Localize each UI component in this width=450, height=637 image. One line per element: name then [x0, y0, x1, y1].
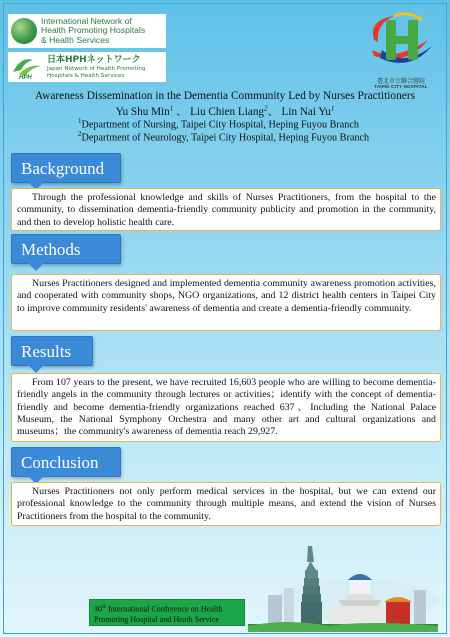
ihph-line-2: Health Promoting Hospitals [41, 25, 146, 36]
conference-box [89, 599, 245, 626]
author-separator: 、 [176, 106, 188, 118]
methods-box [11, 274, 441, 331]
hospital-h-icon [364, 10, 438, 76]
affiliation-1 [78, 117, 359, 130]
affiliation-2 [78, 130, 369, 143]
ihph-line-1: International Network of [41, 15, 132, 26]
jhph-mark-icon [11, 54, 45, 80]
conclusion-box [11, 482, 441, 526]
background-heading: Background [11, 153, 121, 183]
background-box [11, 188, 441, 231]
ihph-line-3: & Health Services [41, 34, 110, 45]
author-2-sup: 2 [264, 104, 268, 113]
author-3: Lin Nai Yu [281, 106, 331, 118]
author-1: Yu Shu Min [115, 106, 170, 118]
results-heading: Results [11, 336, 93, 366]
globe-icon [11, 18, 37, 44]
methods-text: Nurses Practitioners designed and implemented dementia community awareness promotion activities, and cooperated with community shops, NGO organizations, and 12 district health centers in Taipei City to improve community residents' awareness of dementia and create a dementia-friendly community. [17, 278, 436, 314]
methods-heading: Methods [11, 234, 121, 264]
jhph-line-1: 日本HPHネットワーク [47, 54, 141, 65]
affiliation-2-text: Department of Neurology, Taipei City Hospital, Heping Fuyou Branch [81, 132, 370, 144]
affiliation-1-text: Department of Nursing, Taipei City Hospital, Heping Fuyou Branch [81, 119, 360, 131]
affiliation-2-sup: 2 [78, 130, 82, 138]
jhph-text [47, 55, 145, 79]
results-text: From 107 years to the present, we have recruited 16,603 people who are willing to become dementia-friendly angels in the community through lectures or activities；identify with the concept of dementia-friendly and become dementia-friendly organizations reached 637、Including the National Palace Museum, the National Symphony Orchestra and many other art and cultural organizations and museums；the community's awareness of dementia reach 29,927. [17, 377, 436, 438]
author-3-sup: 1 [330, 104, 335, 113]
conference-ordinal: th [102, 605, 106, 610]
jhph-line-2: Japan Network of Health Promoting [47, 65, 146, 72]
hospital-name-cn: 臺北市立聯合醫院 [376, 78, 425, 85]
jhph-line-3: Hospitals & Health Services [47, 72, 125, 79]
conclusion-text: Nurses Practitioners not only perform medical services in the hospital, but we can extend our professional knowledge to the community through multiple means, and extend the vision of Nurses Practitioners from the hospital to the community. [17, 486, 436, 522]
conference-text: International Conference on Health Promoting Hospital and Heath Service [94, 604, 223, 624]
taipei-skyline-illustration [248, 540, 438, 632]
background-text: Through the professional knowledge and skills of Nurses Practitioners, from the hospital to the community, to dissemination dementia-friendly community publicity and promotion in the community, and then to develop holistic health care. [17, 192, 436, 228]
taipei-city-hospital-logo [364, 10, 438, 94]
conclusion-heading: Conclusion [11, 447, 121, 477]
results-box [11, 373, 441, 442]
affiliation-1-sup: 1 [78, 117, 82, 125]
ihph-logo [8, 14, 166, 48]
jhph-logo [8, 52, 166, 82]
author-separator: 、 [267, 106, 279, 118]
author-2: Liu Chien Liang [190, 106, 265, 118]
author-1-sup: 1 [169, 104, 174, 113]
hospital-name-en: TAIPEI CITY HOSPITAL [374, 84, 428, 89]
poster-title: Awareness Dissemination in the Dementia Community Led by Nurses Practitioners [34, 90, 416, 102]
conference-number: 30 [94, 604, 103, 614]
jhph-mark-text: HPH [19, 75, 32, 80]
ihph-logo-text [41, 17, 145, 46]
